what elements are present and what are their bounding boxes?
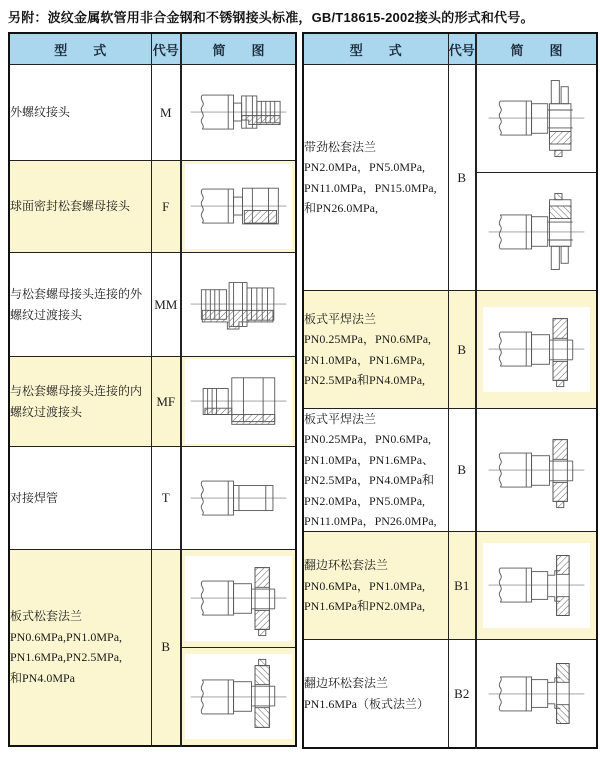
type-line: 板式平焊法兰: [304, 412, 377, 426]
diagram-cell-lapped-flange-b1: [476, 532, 597, 640]
type-line: PN2.5MPa，PN4.0MPa和: [304, 473, 435, 488]
type-line: PN2.0MPa，PN5.0MPa,: [304, 493, 426, 508]
female-thread-adapter-icon: [187, 359, 290, 444]
type-line: 对接焊管: [10, 490, 59, 505]
type-line: 和PN26.0MPa,: [304, 200, 379, 215]
type-cell-t: [9, 447, 151, 550]
code-cell-m: M: [151, 65, 181, 161]
type-line: 带劲松套法兰: [304, 139, 377, 154]
type-cell-lapped-flange-b2: [303, 640, 448, 748]
diagram-cell-b-plate-2: [181, 648, 296, 746]
type-cell-weld-flange-2: [303, 409, 448, 532]
type-line: 翻边环松套法兰: [304, 558, 389, 573]
male-threaded-joint-icon: [187, 70, 290, 155]
type-line: 球面密封松套螺母接头: [10, 199, 131, 214]
lapped-ring-loose-flange-plate-icon: [485, 651, 588, 736]
plate-loose-flange-mirrored-icon: [187, 654, 290, 739]
plate-loose-flange-icon: [187, 556, 290, 641]
header-type-cell: 型 式: [9, 33, 151, 65]
code-cell-weld-flange-2: B: [448, 409, 476, 532]
type-line: 外螺纹接头: [10, 105, 71, 120]
table-row-t: [9, 447, 296, 550]
type-cell-b-plate: [9, 550, 151, 746]
neck-loose-flange-icon: [485, 76, 588, 161]
type-cell-mm: [9, 253, 151, 357]
type-line: PN0.6MPa，PN1.0MPa,: [304, 578, 426, 593]
diagram-cell-t: [181, 447, 296, 550]
lapped-ring-loose-flange-icon: [485, 543, 588, 628]
diagram-cell-mm: [181, 253, 296, 357]
type-cell-neck-flange: [303, 65, 448, 291]
table-row-b-plate: [9, 550, 296, 648]
right-header-row: [303, 33, 597, 65]
header-type-cell: 型 式: [303, 33, 448, 65]
table-row-m: [9, 65, 296, 161]
diagram-cell-m: [181, 65, 296, 161]
code-cell-lapped-flange-b1: B1: [448, 532, 476, 640]
right-fittings-table: [302, 32, 598, 749]
type-line: PN0.25MPa，PN0.6MPa,: [304, 332, 432, 347]
header-code-cell: 代号: [448, 33, 476, 65]
type-line: 翻边环松套法兰: [304, 676, 389, 691]
type-line: 板式平焊法兰: [304, 311, 377, 326]
type-line: 与松套螺母接头连接的外螺纹过渡接头: [10, 287, 143, 322]
type-line: PN2.5MPa和PN4.0MPa,: [304, 372, 426, 387]
diagram-cell-neck-flange-1: [476, 65, 597, 173]
diagram-cell-weld-flange-1: [476, 291, 597, 409]
table-row-lapped-flange-b2: [303, 640, 597, 748]
code-cell-f: F: [151, 161, 181, 253]
diagram-cell-neck-flange-2: [476, 173, 597, 291]
plate-weld-flange-icon: [485, 307, 588, 392]
type-line: 与松套螺母接头连接的内螺纹过渡接头: [10, 384, 143, 419]
type-line: PN0.25MPa，PN0.6MPa,: [304, 432, 432, 447]
butt-weld-pipe-icon: [187, 456, 290, 541]
type-line: PN1.0MPa，PN1.6MPa,: [304, 352, 426, 367]
type-line: PN2.0MPa，PN5.0MPa,: [304, 160, 426, 175]
type-cell-lapped-flange-b1: [303, 532, 448, 640]
table-row-mm: [9, 253, 296, 357]
table-row-lapped-flange-b1: [303, 532, 597, 640]
header-diagram-cell: 简 图: [476, 33, 597, 65]
table-row-neck-flange: [303, 65, 597, 173]
type-line: 板式松套法兰: [10, 609, 83, 624]
male-thread-adapter-icon: [187, 262, 290, 347]
code-cell-lapped-flange-b2: B2: [448, 640, 476, 748]
diagram-cell-mf: [181, 357, 296, 447]
code-cell-mf: MF: [151, 357, 181, 447]
code-cell-weld-flange-1: B: [448, 291, 476, 409]
type-line: PN1.0MPa，PN1.6MPa、: [304, 452, 435, 467]
type-line: PN11.0MPa，PN15.0MPa,: [304, 180, 437, 195]
type-cell-weld-flange-1: [303, 291, 448, 409]
type-line: PN1.6MPa,PN2.5MPa,: [10, 650, 123, 665]
table-row-f: [9, 161, 296, 253]
type-line: PN0.6MPa,PN1.0MPa,: [10, 629, 123, 644]
diagram-cell-f: [181, 161, 296, 253]
code-cell-b-plate: B: [151, 550, 181, 746]
diagram-cell-b-plate-1: [181, 550, 296, 648]
code-cell-mm: MM: [151, 253, 181, 357]
diagram-cell-weld-flange-2: [476, 409, 597, 532]
header-diagram-cell: 简 图: [181, 33, 296, 65]
header-code-cell: 代号: [151, 33, 181, 65]
table-row-weld-flange-1: [303, 291, 597, 409]
type-line: PN1.6MPa和PN2.0MPa,: [304, 599, 426, 614]
code-cell-neck-flange: B: [448, 65, 476, 291]
left-fittings-table: [8, 32, 297, 747]
spherical-seal-loose-nut-joint-icon: [187, 164, 290, 249]
type-line: PN1.6MPa（板式法兰）: [304, 696, 430, 711]
type-cell-f: [9, 161, 151, 253]
type-line: PN11.0MPa，PN26.0MPa,: [304, 513, 437, 528]
neck-loose-flange-mirrored-icon: [485, 189, 588, 274]
page-caption: 另附：波纹金属软管用非合金钢和不锈钢接头标准，GB/T18615-2002接头的形式和代号。: [8, 10, 534, 25]
table-row-weld-flange-2: [303, 409, 597, 532]
type-cell-mf: [9, 357, 151, 447]
tables-container: [8, 32, 600, 749]
type-line: 和PN4.0MPa: [10, 670, 76, 685]
left-header-row: [9, 33, 296, 65]
table-row-mf: [9, 357, 296, 447]
type-cell-m: [9, 65, 151, 161]
code-cell-t: T: [151, 447, 181, 550]
plate-weld-flange-icon: [485, 428, 588, 513]
diagram-cell-lapped-flange-b2: [476, 640, 597, 748]
